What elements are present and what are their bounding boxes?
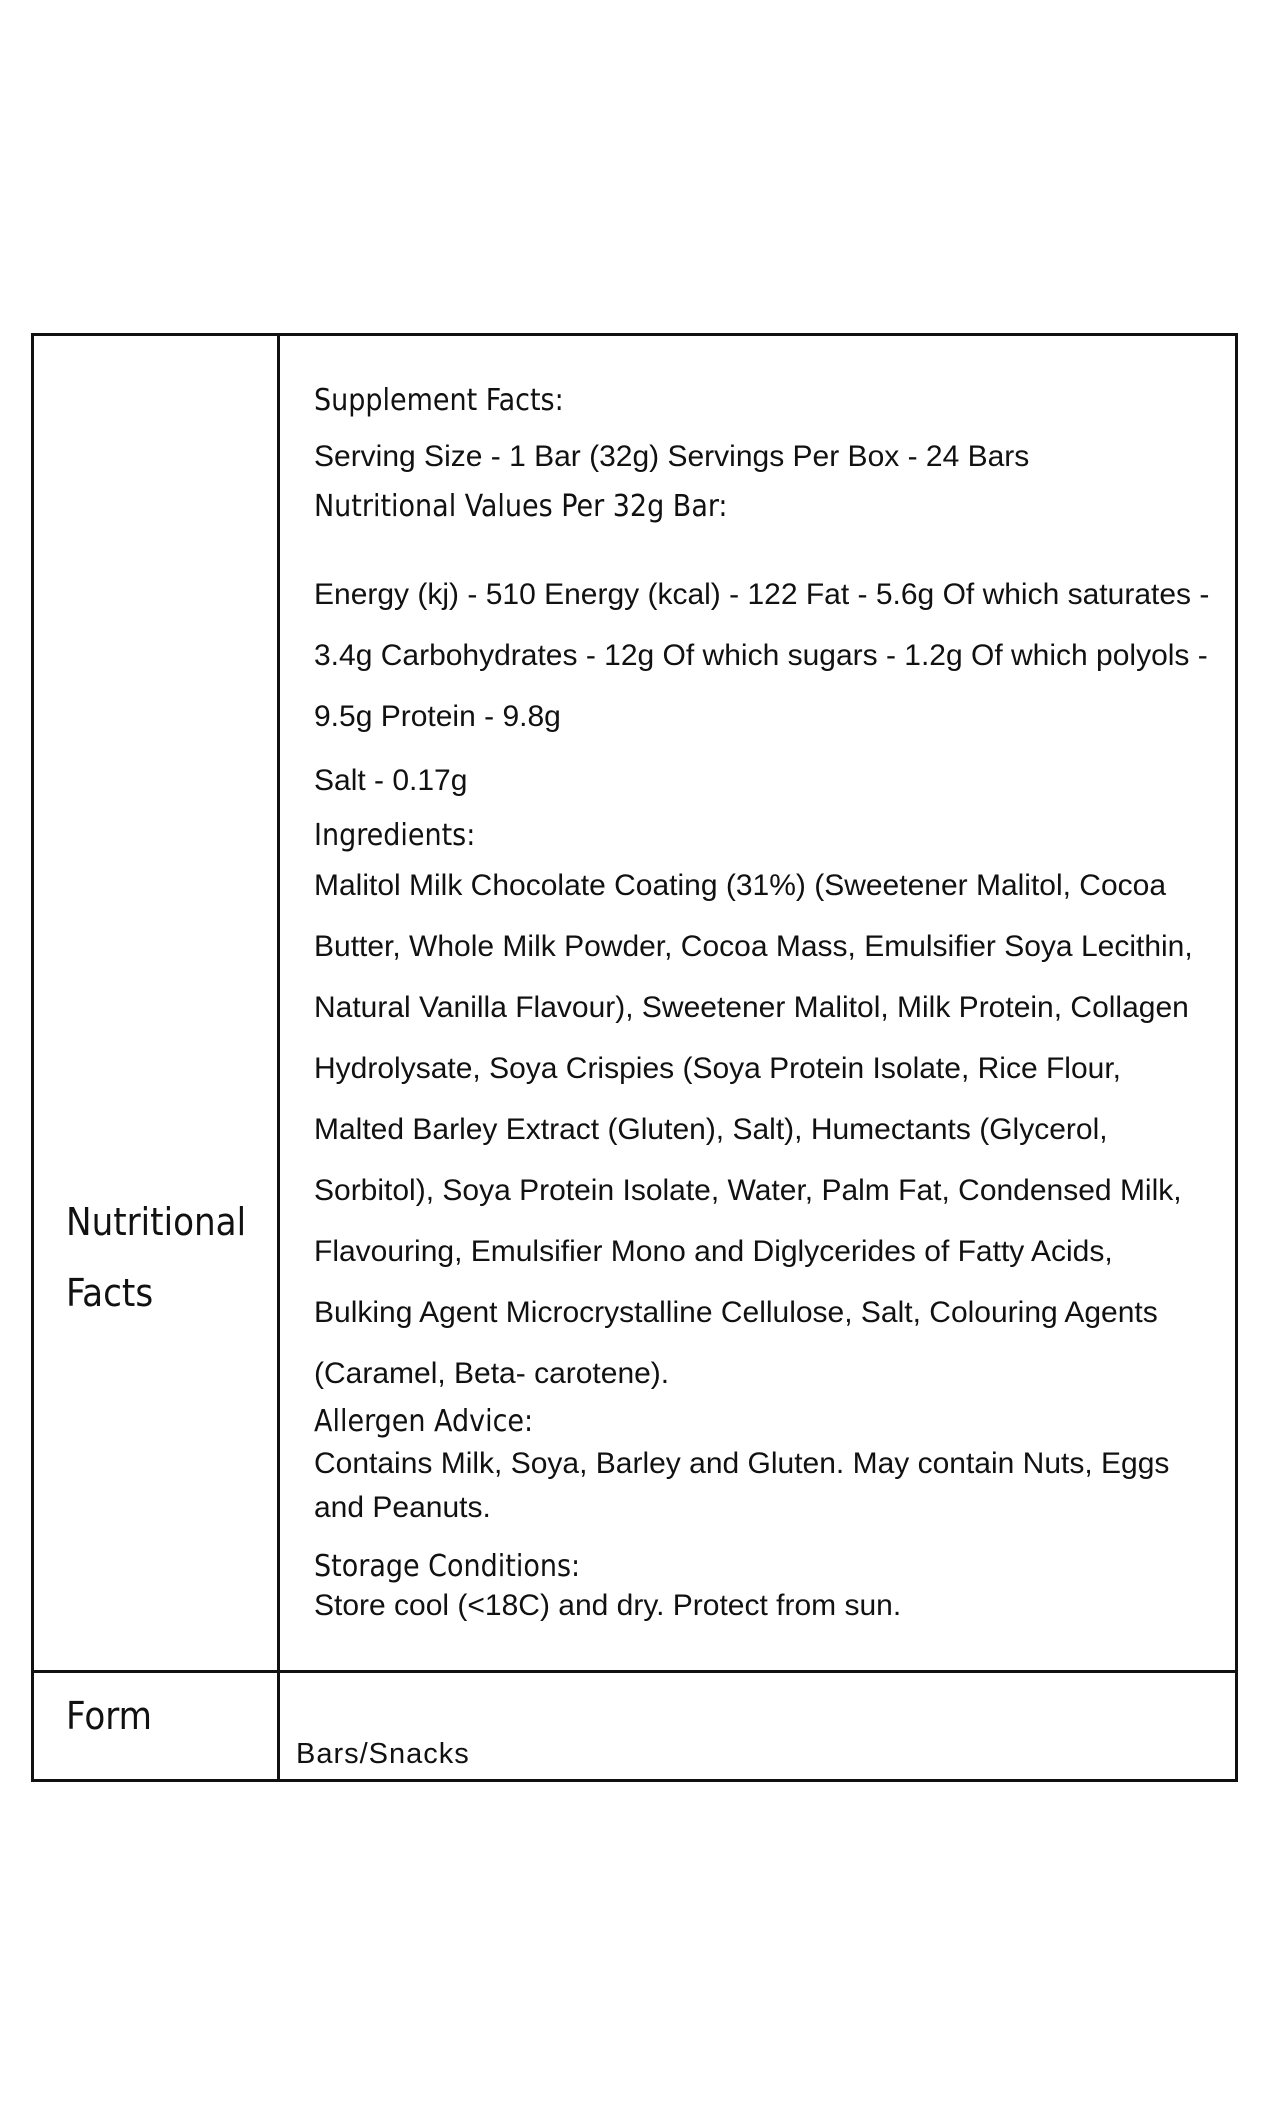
- allergen-advice-heading: Allergen Advice:: [314, 1404, 534, 1439]
- serving-size-text: Serving Size - 1 Bar (32g) Servings Per Box - 24 Bars: [314, 440, 1030, 473]
- ingredients-heading: Ingredients:: [314, 818, 476, 853]
- storage-text: Store cool (<18C) and dry. Protect from sun.: [314, 1589, 902, 1622]
- supplement-facts-heading: Supplement Facts:: [314, 383, 564, 418]
- storage-conditions-heading: Storage Conditions:: [314, 1549, 581, 1584]
- nutrition-values-text: Energy (kj) - 510 Energy (kcal) - 122 Fat - 5.6g Of which saturates - 3.4g Carbohydrates - 12g Of which sugars - 1.2g Of which polyols - 9.5g Protein - 9.8g: [314, 578, 1210, 733]
- salt-text: Salt - 0.17g: [314, 764, 468, 797]
- nutritional-values-heading: Nutritional Values Per 32g Bar:: [314, 489, 728, 524]
- column-divider: [277, 336, 280, 1779]
- product-info-table: [31, 333, 1238, 1782]
- form-value: Bars/Snacks: [296, 1738, 470, 1770]
- ingredients-text: Malitol Milk Chocolate Coating (31%) (Sweetener Malitol, Cocoa Butter, Whole Milk Powder, Cocoa Mass, Emulsifier Soya Lecithin, Natural Vanilla Flavour), Sweetener Malitol, Milk Protein, Collagen Hydrolysate, Soya Crispies (Soya Protein Isolate, Rice Flour, Malted Barley Extract (Gluten), Salt), Humectants (Glycerol, Sorbitol), Soya Protein Isolate, Water, Palm Fat, Condensed Milk, Flavouring, Emulsifier Mono and Diglycerides of Fatty Acids, Bulking Agent Microcrystalline Cellulose, Salt, Colouring Agents (Caramel, Beta- carotene).: [314, 869, 1193, 1390]
- nutritional-facts-label: Nutritional Facts: [66, 1200, 247, 1315]
- allergen-text: Contains Milk, Soya, Barley and Gluten. May contain Nuts, Eggs and Peanuts.: [314, 1447, 1170, 1524]
- row-divider: [34, 1670, 1235, 1673]
- form-label: Form: [66, 1694, 152, 1738]
